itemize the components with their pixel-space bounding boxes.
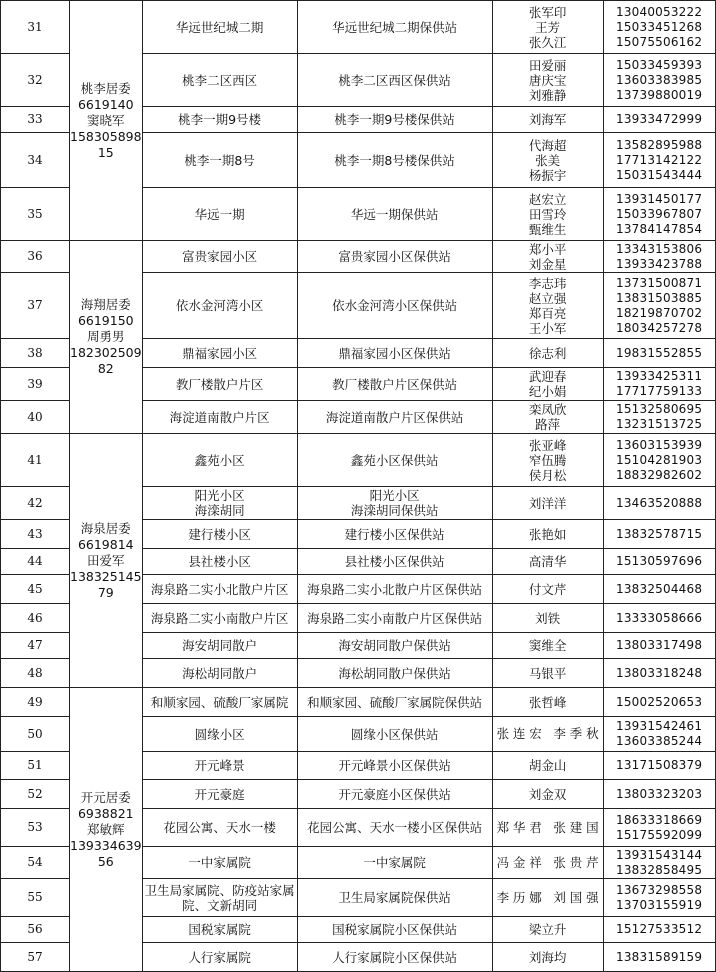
supply-station: 开元峰景小区保供站	[297, 752, 492, 780]
contact-phone: 13832578715	[603, 520, 715, 549]
contact-phone: 13933425311 17717759133	[603, 368, 715, 401]
table-row	[1, 241, 716, 273]
row-number: 45	[1, 575, 70, 604]
contact-phone: 13803317498	[603, 633, 715, 659]
row-number: 39	[1, 368, 70, 401]
contact-person: 冯金祥 张贵芹	[492, 847, 603, 879]
supply-station: 阳光小区 海滦胡同保供站	[297, 487, 492, 520]
committee-head: 周勇男	[87, 329, 125, 344]
row-number: 50	[1, 717, 70, 752]
contact-phone: 13463520888	[603, 487, 715, 520]
row-number: 46	[1, 604, 70, 633]
contact-person: 武迎春 纪小娟	[492, 368, 603, 401]
contact-phone: 18633318669 15175592099	[603, 809, 715, 847]
supply-station: 桃李二区西区保供站	[297, 54, 492, 107]
supply-station: 卫生局家属院保供站	[297, 879, 492, 917]
row-number: 33	[1, 107, 70, 133]
contact-person: 李志玮 赵立强 郑百亮 王小军	[492, 273, 603, 339]
community-name: 国税家属院	[142, 917, 297, 943]
community-name: 海泉路二实小南散户片区	[142, 604, 297, 633]
contact-phone: 13831589159	[603, 943, 715, 972]
contact-person: 刘洋洋	[492, 487, 603, 520]
contact-phone: 13832504468	[603, 575, 715, 604]
contact-person: 付文芹	[492, 575, 603, 604]
row-number: 55	[1, 879, 70, 917]
contact-phone: 13582895988 17713142122 15031543444	[603, 133, 715, 188]
community-name: 开元峰景	[142, 752, 297, 780]
community-name: 依水金河湾小区	[142, 273, 297, 339]
supply-station: 华远一期保供站	[297, 188, 492, 241]
supply-station: 富贵家园小区保供站	[297, 241, 492, 273]
committee-tel: 6619140	[77, 96, 134, 112]
table-row	[1, 1, 716, 54]
community-name: 鑫苑小区	[142, 434, 297, 487]
contact-phone: 15002520653	[603, 688, 715, 717]
contact-person: 李历娜 刘国强	[492, 879, 603, 917]
community-name: 人行家属院	[142, 943, 297, 972]
row-number: 43	[1, 520, 70, 549]
row-number: 34	[1, 133, 70, 188]
contact-person: 胡金山	[492, 752, 603, 780]
contact-person: 张哲峰	[492, 688, 603, 717]
row-number: 48	[1, 659, 70, 688]
supply-station: 海淀道南散户片区保供站	[297, 401, 492, 434]
community-name: 桃李二区西区	[142, 54, 297, 107]
contact-phone: 13931450177 15033967807 13784147854	[603, 188, 715, 241]
community-name: 华远一期	[142, 188, 297, 241]
contact-person: 刘金双	[492, 780, 603, 809]
contact-person: 窦维全	[492, 633, 603, 659]
contact-person: 张艳如	[492, 520, 603, 549]
supply-station: 桃李一期8号楼保供站	[297, 133, 492, 188]
committee-name: 桃李居委	[80, 80, 131, 96]
supply-station: 海安胡同散户保供站	[297, 633, 492, 659]
committee-tel: 6619814	[77, 536, 134, 552]
contact-person: 郑华君 张建国	[492, 809, 603, 847]
contact-person: 赵宏立 田雪玲 甄维生	[492, 188, 603, 241]
supply-station: 国税家属院小区保供站	[297, 917, 492, 943]
committee-mobile-a: 138325145	[70, 568, 142, 584]
contact-phone: 15127533512	[603, 917, 715, 943]
committee-mobile-b: 79	[97, 584, 114, 600]
contact-phone: 13333058666	[603, 604, 715, 633]
contact-phone: 15033459393 13603383985 13739880019	[603, 54, 715, 107]
supply-station: 鑫苑小区保供站	[297, 434, 492, 487]
supply-station: 人行家属院小区保供站	[297, 943, 492, 972]
row-number: 40	[1, 401, 70, 434]
contact-phone: 13171508379	[603, 752, 715, 780]
supply-station: 海松胡同散户保供站	[297, 659, 492, 688]
committee-cell	[70, 241, 143, 434]
committee-mobile-a: 139334639	[70, 837, 142, 853]
contact-phone: 13931542461 13603385244	[603, 717, 715, 752]
row-number: 44	[1, 549, 70, 575]
committee-name: 开元居委	[80, 789, 131, 805]
supply-station: 花园公寓、天水一楼小区保供站	[297, 809, 492, 847]
committee-cell	[70, 688, 143, 972]
row-number: 32	[1, 54, 70, 107]
contact-person: 代海超 张美 杨振宇	[492, 133, 603, 188]
committee-name: 海泉居委	[80, 520, 131, 536]
row-number: 49	[1, 688, 70, 717]
table-row	[1, 434, 716, 487]
supply-station: 鼎福家园小区保供站	[297, 339, 492, 368]
community-name: 圆缘小区	[142, 717, 297, 752]
contact-person: 刘铁	[492, 604, 603, 633]
committee-mobile-b: 56	[97, 853, 114, 869]
community-name: 建行楼小区	[142, 520, 297, 549]
contact-phone: 13803323203	[603, 780, 715, 809]
row-number: 41	[1, 434, 70, 487]
committee-mobile-a: 182302509	[70, 345, 142, 360]
contact-person: 梁立升	[492, 917, 603, 943]
committee-tel: 6619150	[77, 313, 134, 328]
community-name: 花园公寓、天水一楼	[142, 809, 297, 847]
contact-phone: 19831552855	[603, 339, 715, 368]
committee-cell	[70, 1, 143, 241]
contact-phone: 13731500871 13831503885 18219870702 18034257278	[603, 273, 715, 339]
row-number: 38	[1, 339, 70, 368]
supply-station: 圆缘小区保供站	[297, 717, 492, 752]
supply-station: 桃李一期9号楼保供站	[297, 107, 492, 133]
row-number: 42	[1, 487, 70, 520]
community-name: 桃李一期9号楼	[142, 107, 297, 133]
contact-person: 张军印 王芳 张久江	[492, 1, 603, 54]
committee-head: 郑敏辉	[87, 821, 125, 837]
community-name: 鼎福家园小区	[142, 339, 297, 368]
community-name: 卫生局家属院、防疫站家属院、文新胡同	[142, 879, 297, 917]
community-name: 海泉路二实小北散户片区	[142, 575, 297, 604]
community-name: 海松胡同散户	[142, 659, 297, 688]
committee-mobile-a: 158305898	[70, 128, 142, 144]
supply-station: 建行楼小区保供站	[297, 520, 492, 549]
supply-station: 海泉路二实小南散户片区保供站	[297, 604, 492, 633]
contact-phone: 15130597696	[603, 549, 715, 575]
table-row	[1, 688, 716, 717]
supply-station: 开元豪庭小区保供站	[297, 780, 492, 809]
committee-head: 田爱军	[87, 552, 125, 568]
supply-station: 和顺家园、硫酸厂家属院保供站	[297, 688, 492, 717]
committee-mobile-b: 15	[97, 144, 114, 160]
community-name: 富贵家园小区	[142, 241, 297, 273]
committee-tel: 6938821	[77, 805, 134, 821]
community-name: 阳光小区 海滦胡同	[142, 487, 297, 520]
contact-phone: 13673298558 13703155919	[603, 879, 715, 917]
community-name: 教厂楼散户片区	[142, 368, 297, 401]
contact-person: 张连宏 李季秋	[492, 717, 603, 752]
community-name: 开元豪庭	[142, 780, 297, 809]
supply-station: 海泉路二实小北散户片区保供站	[297, 575, 492, 604]
contact-person: 刘海均	[492, 943, 603, 972]
row-number: 31	[1, 1, 70, 54]
community-name: 和顺家园、硫酸厂家属院	[142, 688, 297, 717]
supply-station: 教厂楼散户片区保供站	[297, 368, 492, 401]
supply-station: 县社楼小区保供站	[297, 549, 492, 575]
row-number: 37	[1, 273, 70, 339]
row-number: 57	[1, 943, 70, 972]
contact-phone: 13933472999	[603, 107, 715, 133]
community-name: 海淀道南散户片区	[142, 401, 297, 434]
supply-station: 华远世纪城二期保供站	[297, 1, 492, 54]
row-number: 35	[1, 188, 70, 241]
contact-phone: 13803318248	[603, 659, 715, 688]
contact-phone: 13931543144 13832858495	[603, 847, 715, 879]
row-number: 56	[1, 917, 70, 943]
committee-name: 海翔居委	[80, 297, 131, 312]
contact-person: 张亚峰 窄伍腾 侯月松	[492, 434, 603, 487]
contact-person: 马银平	[492, 659, 603, 688]
contact-phone: 13040053222 15033451268 15075506162	[603, 1, 715, 54]
contact-phone: 13603153939 15104281903 18832982602	[603, 434, 715, 487]
contact-person: 田爱丽 唐庆宝 刘雅静	[492, 54, 603, 107]
contact-person: 徐志利	[492, 339, 603, 368]
community-name: 县社楼小区	[142, 549, 297, 575]
community-name: 一中家属院	[142, 847, 297, 879]
contact-person: 郑小平 刘金星	[492, 241, 603, 273]
row-number: 51	[1, 752, 70, 780]
committee-mobile-b: 82	[97, 361, 114, 376]
community-name: 桃李一期8号	[142, 133, 297, 188]
contact-phone: 13343153806 13933423788	[603, 241, 715, 273]
community-name: 海安胡同散户	[142, 633, 297, 659]
row-number: 52	[1, 780, 70, 809]
committee-cell	[70, 434, 143, 688]
row-number: 53	[1, 809, 70, 847]
community-name: 华远世纪城二期	[142, 1, 297, 54]
contact-person: 高清华	[492, 549, 603, 575]
committee-head: 窦晓军	[87, 112, 125, 128]
row-number: 36	[1, 241, 70, 273]
supply-station: 一中家属院	[297, 847, 492, 879]
contact-person: 栾凤欣 路萍	[492, 401, 603, 434]
supply-station: 依水金河湾小区保供站	[297, 273, 492, 339]
contact-phone: 15132580695 13231513725	[603, 401, 715, 434]
row-number: 54	[1, 847, 70, 879]
row-number: 47	[1, 633, 70, 659]
contact-person: 刘海军	[492, 107, 603, 133]
